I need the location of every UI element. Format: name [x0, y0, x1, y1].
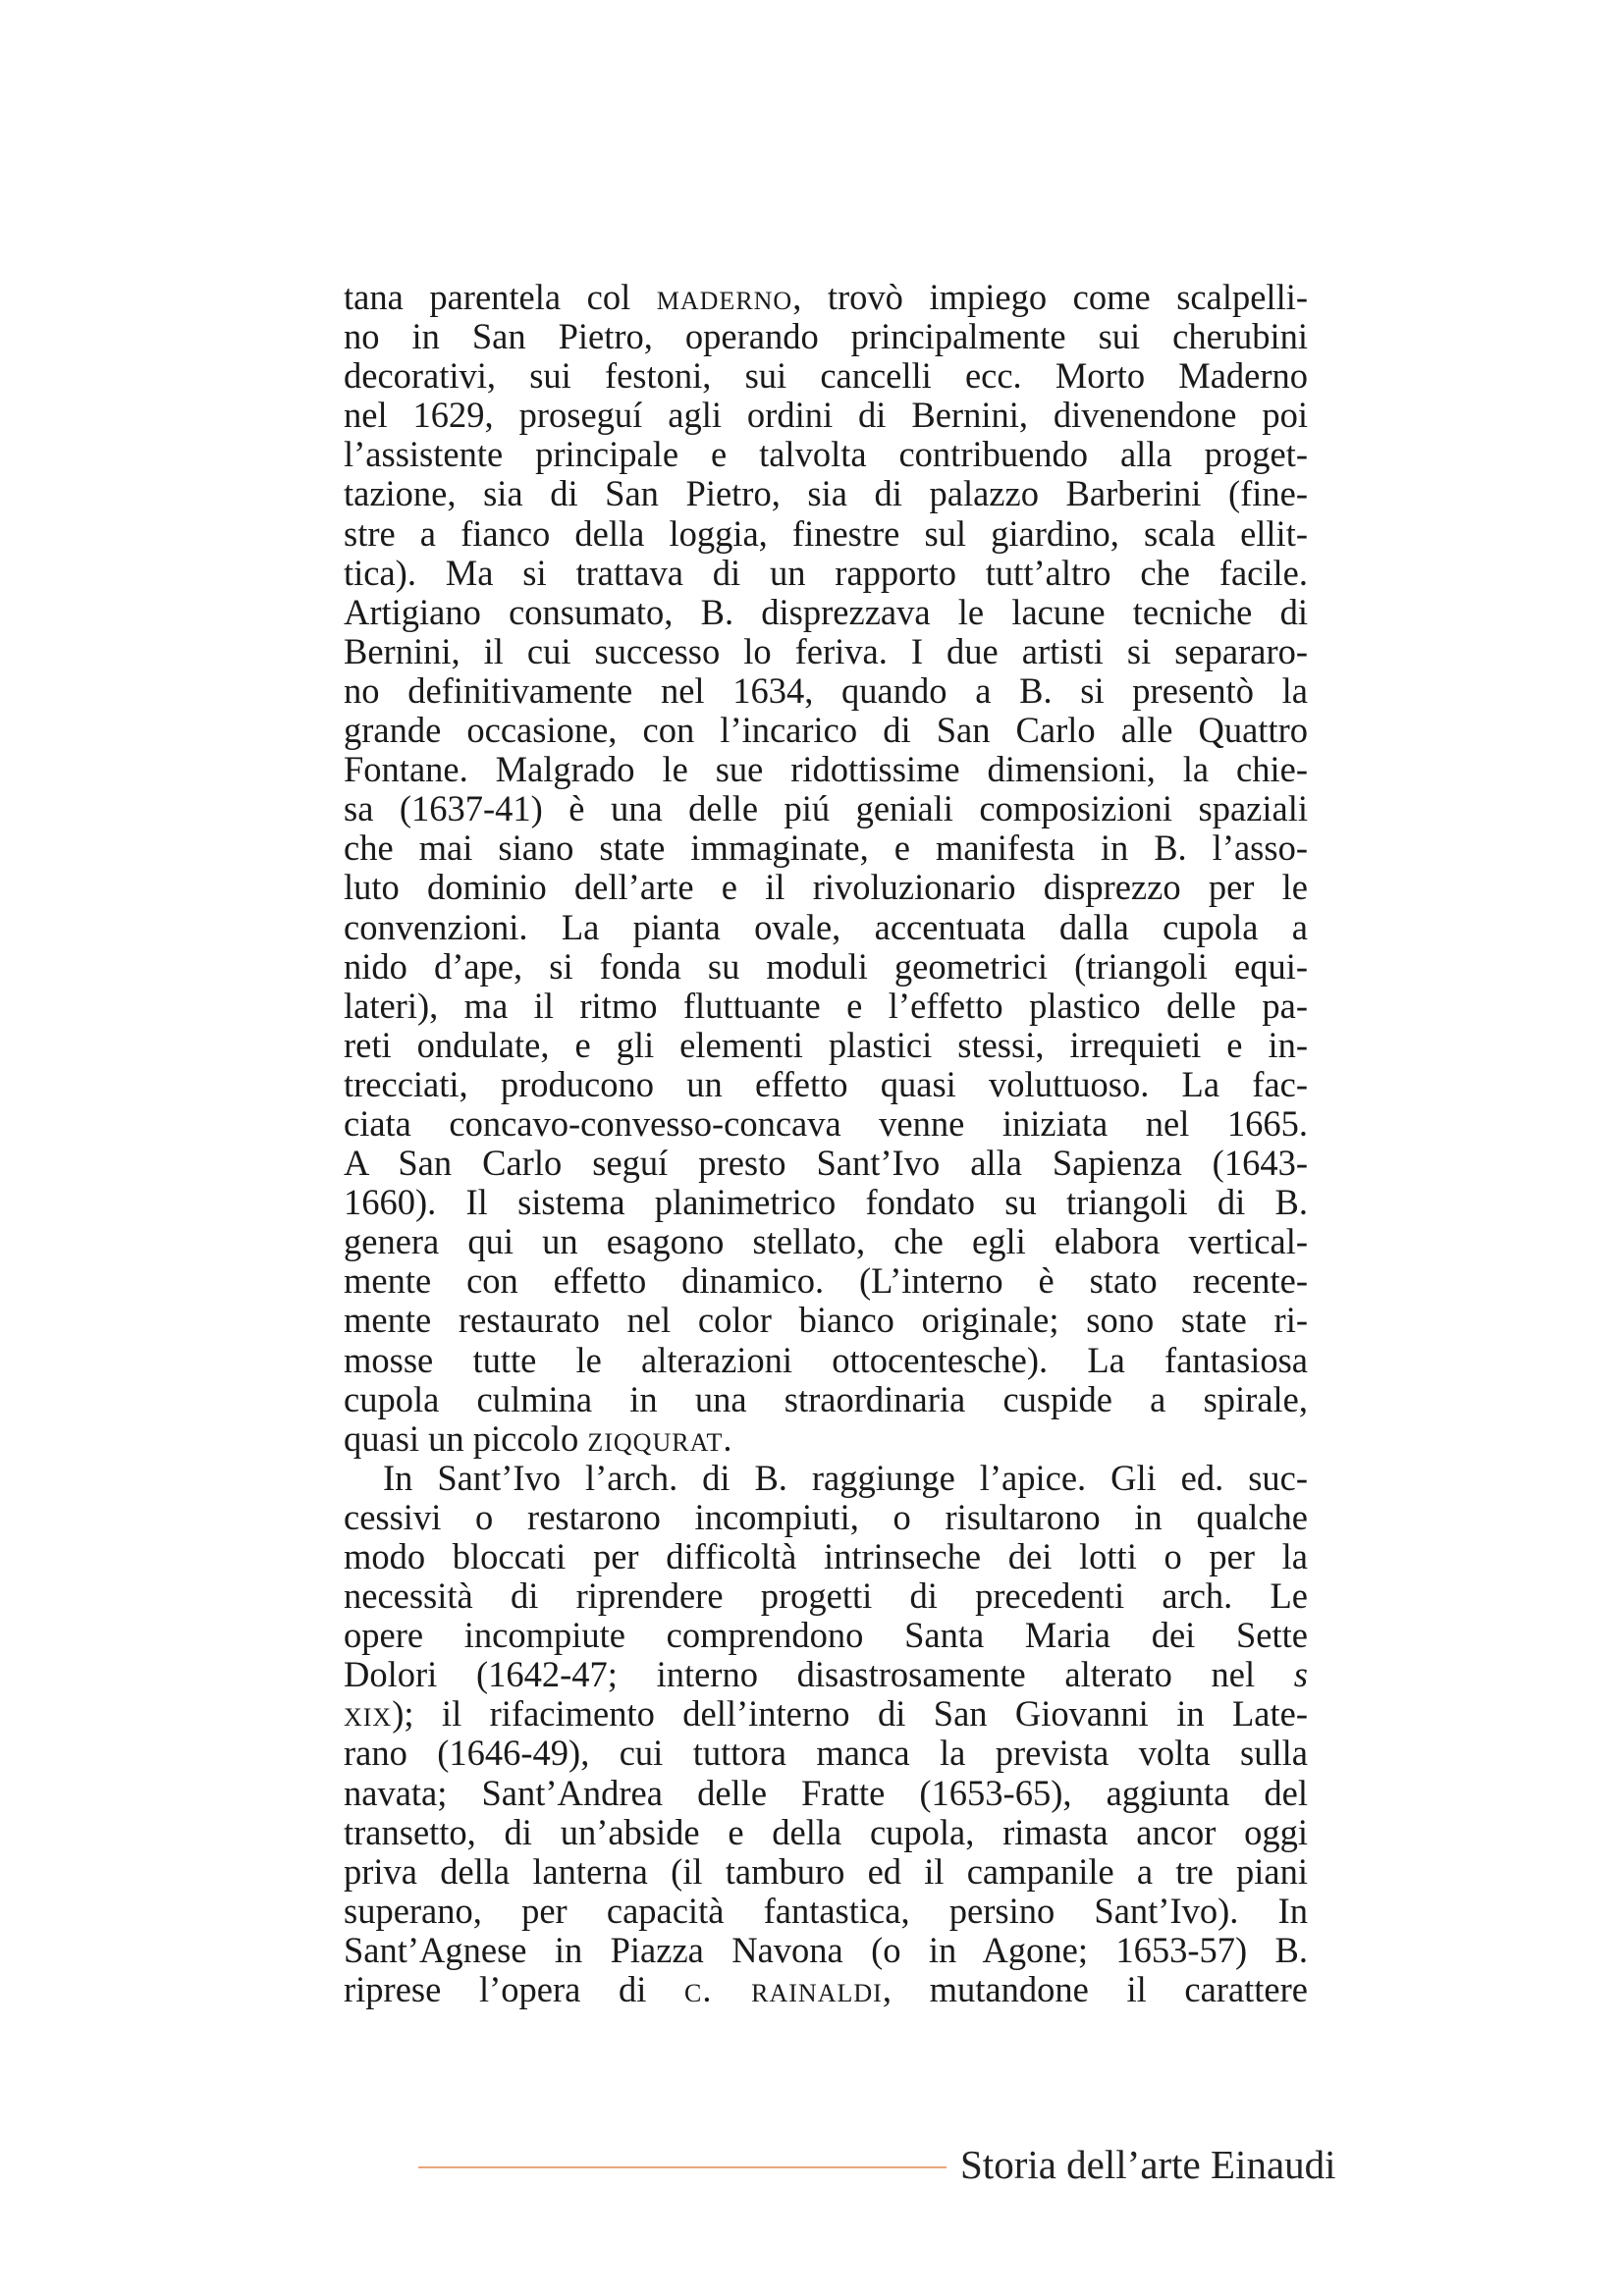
- text-line: [344, 789, 1308, 828]
- text-segment: navata; Sant’Andrea delle Fratte (1653-65), aggiunta del: [344, 1773, 1308, 1813]
- text-segment: rano (1646-49), cui tuttora manca la prevista volta sulla: [344, 1734, 1308, 1774]
- text-line: [344, 317, 1308, 356]
- text-segment: nido d’ape, si fonda su moduli geometrici (triangoli equi-: [344, 946, 1308, 987]
- text-segment: priva della lanterna (il tamburo ed il campanile a tre piani: [344, 1851, 1308, 1892]
- text-line: [344, 1459, 1308, 1498]
- text-segment: mente con effetto dinamico. (L’interno è stato recente-: [344, 1261, 1308, 1302]
- small-caps-name: maderno: [656, 278, 793, 317]
- text-segment: A San Carlo seguí presto Sant’Ivo alla Sapienza (1643-: [344, 1144, 1308, 1184]
- text-line: [344, 1341, 1308, 1380]
- text-segment: opere incompiute comprendono Santa Maria dei Sette: [344, 1616, 1308, 1656]
- text-line: [344, 1655, 1308, 1694]
- text-segment: tica). Ma si trattava di un rapporto tutt’altro che facile.: [344, 553, 1308, 593]
- text-segment: Fontane. Malgrado le sue ridottissime dimensioni, la chie-: [344, 750, 1308, 790]
- text-segment: 1660). Il sistema planimetrico fondato su triangoli di B.: [344, 1183, 1308, 1223]
- text-line: [344, 1104, 1308, 1144]
- text-line: [344, 435, 1308, 474]
- text-segment: Bernini, il cui successo lo feriva. I due artisti si separaro-: [344, 631, 1308, 671]
- text-segment: decorativi, sui festoni, sui cancelli ecc. Morto Maderno: [344, 356, 1308, 397]
- text-line: [344, 1183, 1308, 1222]
- text-segment: lateri), ma il ritmo fluttuante e l’effetto plastico delle pa-: [344, 986, 1308, 1026]
- text-line: [344, 1498, 1308, 1537]
- text-segment: modo bloccati per difficoltà intrinseche dei lotti o per la: [344, 1537, 1308, 1576]
- text-segment: tana parentela col: [344, 278, 657, 317]
- text-line: [344, 396, 1308, 435]
- text-segment: trecciati, producono un effetto quasi voluttuoso. La fac-: [344, 1064, 1308, 1104]
- text-segment: , trovò impiego come scalpelli-: [792, 278, 1308, 317]
- text-line: [344, 356, 1308, 396]
- text-segment: cessivi o restarono incompiuti, o risultarono in qualche: [344, 1497, 1308, 1537]
- text-line: [344, 474, 1308, 513]
- text-segment: mente restaurato nel color bianco originale; sono state ri-: [344, 1301, 1308, 1341]
- text-line: [344, 1813, 1308, 1852]
- text-line: [344, 1537, 1308, 1576]
- text-line: [344, 278, 1308, 317]
- text-segment: genera qui un esagono stellato, che egli elabora vertical-: [344, 1222, 1308, 1262]
- text-segment: cupola culmina in una straordinaria cuspide a spirale,: [344, 1379, 1308, 1419]
- text-segment: transetto, di un’abside e della cupola, rimasta ancor oggi: [344, 1812, 1308, 1852]
- text-line: [344, 711, 1308, 750]
- footer-title: Storia dell’arte Einaudi: [960, 2142, 1336, 2187]
- footer-rule: [418, 2166, 947, 2168]
- text-line: [344, 987, 1308, 1026]
- text-line: [344, 828, 1308, 868]
- body-text: [344, 278, 1308, 2009]
- text-line: [344, 1419, 1308, 1459]
- text-segment: convenzioni. La pianta ovale, accentuata dalla cupola a: [344, 907, 1308, 947]
- text-segment: no definitivamente nel 1634, quando a B. si presentò la: [344, 670, 1308, 711]
- text-line: [344, 593, 1308, 632]
- text-segment: superano, per capacità fantastica, persino Sant’Ivo). In: [344, 1891, 1308, 1931]
- text-segment: In Sant’Ivo l’arch. di B. raggiunge l’apice. Gli ed. suc-: [383, 1458, 1308, 1498]
- text-line: [344, 908, 1308, 947]
- text-segment: Sant’Agnese in Piazza Navona (o in Agone; 1653-57) B.: [344, 1930, 1308, 1970]
- text-line: [344, 1734, 1308, 1773]
- text-segment: no in San Pietro, operando principalmente sui cherubini: [344, 317, 1308, 357]
- text-segment: ciata concavo-convesso-concava venne iniziata nel 1665.: [344, 1103, 1308, 1144]
- text-segment: ); il rifacimento dell’interno di San Giovanni in Late-: [392, 1694, 1308, 1735]
- text-segment: tazione, sia di San Pietro, sia di palazzo Barberini (fine-: [344, 474, 1308, 514]
- text-segment: nel 1629, proseguí agli ordini di Bernini, divenendone poi: [344, 396, 1308, 436]
- small-caps-name: ziqqurat: [587, 1418, 724, 1459]
- text-segment: che mai siano state immaginate, e manifesta in B. l’asso-: [344, 828, 1308, 869]
- text-line: [344, 632, 1308, 671]
- small-caps-name: xix: [344, 1694, 393, 1735]
- text-segment: stre a fianco della loggia, finestre sul giardino, scala ellit-: [344, 513, 1308, 554]
- text-segment: riprese l’opera di: [344, 1970, 685, 2010]
- text-line: [344, 1261, 1308, 1301]
- text-line: [344, 947, 1308, 987]
- text-segment: , mutandone il carattere: [882, 1970, 1308, 2010]
- text-segment: .: [723, 1418, 732, 1459]
- text-line: [344, 1380, 1308, 1419]
- italic-abbrev: s: [1293, 1655, 1308, 1695]
- text-line: [344, 671, 1308, 711]
- text-line: [344, 1222, 1308, 1261]
- text-segment: grande occasione, con l’incarico di San Carlo alle Quattro: [344, 711, 1308, 751]
- text-line: [344, 1616, 1308, 1655]
- text-line: [344, 1144, 1308, 1183]
- text-line: [344, 554, 1308, 593]
- text-segment: Artigiano consumato, B. disprezzava le lacune tecniche di: [344, 592, 1308, 632]
- text-segment: necessità di riprendere progetti di precedenti arch. Le: [344, 1576, 1308, 1617]
- text-line: [344, 1970, 1308, 2009]
- text-line: [344, 514, 1308, 554]
- text-line: [344, 1694, 1308, 1734]
- text-line: [344, 1931, 1308, 1970]
- text-segment: quasi un piccolo: [344, 1418, 588, 1459]
- text-line: [344, 1065, 1308, 1104]
- text-line: [344, 1026, 1308, 1065]
- text-line: [344, 1576, 1308, 1616]
- text-segment: reti ondulate, e gli elementi plastici stessi, irrequieti e in-: [344, 1025, 1308, 1065]
- text-line: [344, 1892, 1308, 1931]
- text-line: [344, 1774, 1308, 1813]
- text-line: [344, 868, 1308, 907]
- small-caps-name: c. rainaldi: [684, 1970, 883, 2010]
- text-segment: sa (1637-41) è una delle piú geniali composizioni spaziali: [344, 789, 1308, 829]
- text-line: [344, 750, 1308, 789]
- text-segment: Dolori (1642-47; interno disastrosamente alterato nel: [344, 1655, 1294, 1695]
- text-segment: luto dominio dell’arte e il rivoluzionario disprezzo per le: [344, 868, 1308, 908]
- text-segment: mosse tutte le alterazioni ottocentesche). La fantasiosa: [344, 1340, 1308, 1380]
- text-line: [344, 1301, 1308, 1340]
- text-segment: l’assistente principale e talvolta contribuendo alla proget-: [344, 435, 1308, 475]
- text-line: [344, 1852, 1308, 1892]
